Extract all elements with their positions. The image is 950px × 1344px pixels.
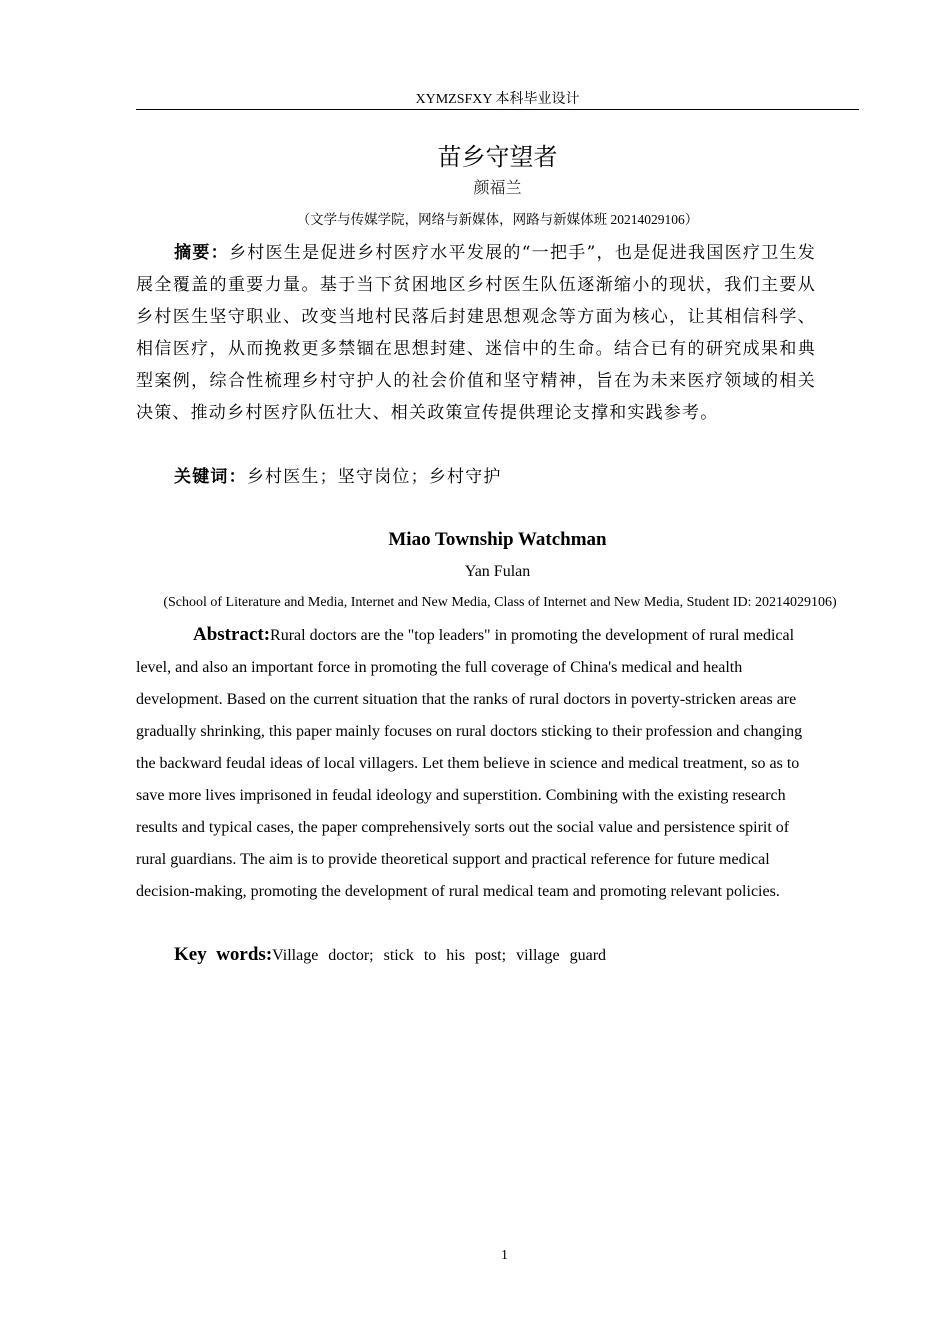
english-author: Yan Fulan: [464, 563, 531, 580]
english-keywords-label: Key words:: [174, 944, 273, 965]
english-abstract-text: Rural doctors are the "top leaders" in promoting the development of rural medical level, and also an important force in promoting the full coverage of China's medical and health development. Based on the current situation that the ranks of rural doctors in poverty-stricken areas are gradually shrinking, this paper mainly focuses on rural doctors sticking to their profession and changing the backward feudal ideas of local villagers. Let them believe in science and medical treatment, so as to save more lives imprisoned in feudal ideology and superstition. Combining with the existing research results and typical cases, the paper comprehensively sorts out the social value and persistence spirit of rural guardians. The aim is to provide theoretical support and practical reference for future medical decision-making, promoting the development of rural medical team and promoting relevant policies.: [136, 627, 803, 900]
english-title: Miao Township Watchman: [388, 529, 607, 550]
chinese-keywords: [136, 461, 816, 493]
chinese-title: 苗乡守望者: [437, 145, 558, 171]
chinese-affiliation: （文学与传媒学院，网络与新媒体，网路与新媒体班 20214029106）: [296, 212, 699, 227]
chinese-keywords-text: 乡村医生；坚守岗位；乡村守护: [246, 467, 502, 487]
chinese-abstract-text: 乡村医生是促进乡村医疗水平发展的“一把手”，也是促进我国医疗卫生发展全覆盖的重要力量。基于当下贫困地区乡村医生队伍逐渐缩小的现状，我们主要从乡村医生坚守职业、改变当地村民落后封建思想观念等方面为核心，让其相信科学、相信医疗，从而挽救更多禁锢在思想封建、迷信中的生命。结合已有的研究成果和典型案例，综合性梳理乡村守护人的社会价值和坚守精神，旨在为未来医疗领域的相关决策、推动乡村医疗队伍壮大、相关政策宣传提供理论支撑和实践参考。: [136, 243, 816, 423]
chinese-abstract-label: 摘要：: [174, 243, 229, 263]
english-abstract: [136, 619, 816, 908]
chinese-author: 颜福兰: [473, 180, 522, 197]
english-keywords: [136, 939, 816, 972]
chinese-abstract: [136, 237, 816, 429]
english-abstract-label: Abstract:: [193, 624, 271, 645]
chinese-keywords-label: 关键词：: [174, 467, 247, 487]
english-affiliation: (School of Literature and Media, Internet and New Media, Class of Internet and New Media, Student ID: 20214029106): [163, 595, 837, 610]
page-header: XYMZSFXY 本科毕业设计: [415, 92, 580, 107]
page-number: 1: [501, 1248, 508, 1263]
english-keywords-text: Village doctor; stick to his post; village guard: [272, 947, 607, 964]
header-rule: [136, 109, 859, 110]
